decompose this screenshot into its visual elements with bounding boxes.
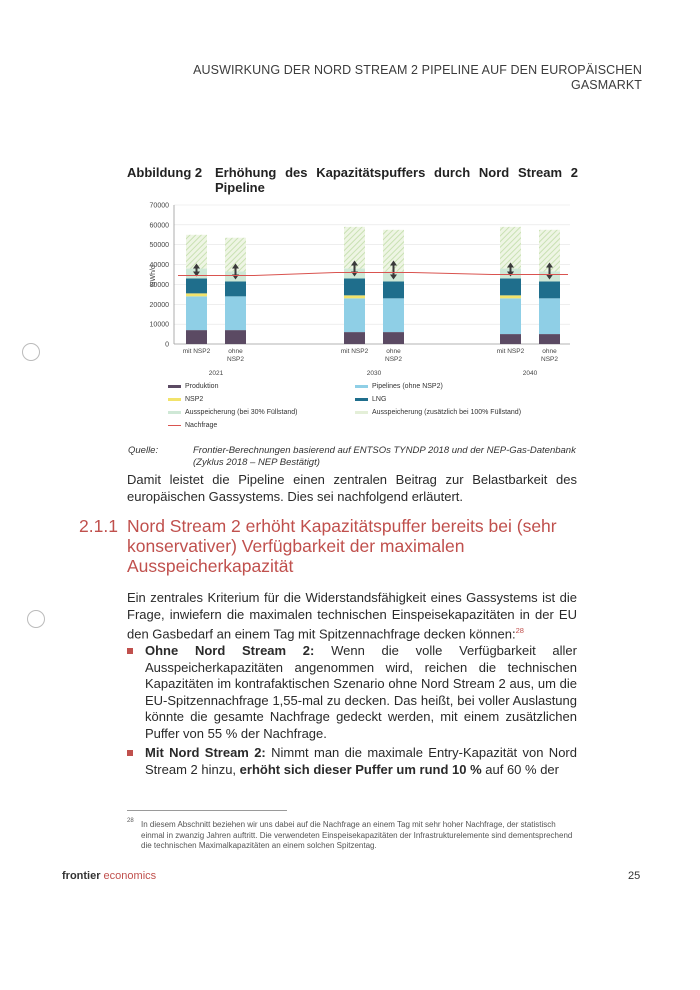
header-line: AUSWIRKUNG DER NORD STREAM 2 PIPELINE AUF DEN EUROPÄISCHEN [193,63,642,77]
page-number: 25 [628,870,641,882]
legend-label: Pipelines (ohne NSP2) [372,383,443,390]
legend-swatch-ausspeicherung-30 [168,411,181,414]
bullet-body: Nimmt man die maximale Entry-Kapazität von Nord Stream 2 hinzu, [145,745,577,777]
x-category-label: ohne [228,348,243,355]
section-title: Nord Stream 2 erhöht Kapazitätspuffer bereits bei (sehr konservativer) Verfügbarkeit der maximalen Ausspeicherkapazität [127,516,557,576]
y-tick-label: 50000 [149,242,169,250]
x-category-label: NSP2 [541,356,558,363]
bar-segment-produktion [344,332,365,344]
body-paragraph-text: Ein zentrales Kriterium für die Widerstandsfähigkeit eines Gassystems ist die Frage, inwiefern die maximalen technischen Einspeisekapazitäten in der EU den Gasbedarf an einem Tag mit Spitzennachfrage decken können: [127,590,577,642]
brand-suffix: economics [100,870,157,882]
bar-segment-pipelines [500,298,521,334]
bar-segment-lng [383,281,404,298]
y-tick-label: 20000 [149,301,169,309]
y-tick-label: 10000 [149,321,169,329]
y-tick-label: 70000 [149,202,169,210]
x-group-year-label: 2040 [522,370,538,377]
legend-swatch-pipelines [355,385,368,388]
footnote-rule [127,810,287,811]
x-category-label: mit NSP2 [496,348,525,355]
legend-label: NSP2 [185,396,204,403]
capacity-chart [0,0,700,440]
legend-item [168,409,297,416]
bar-segment-aussp100 [500,227,521,269]
demand-line-connector [254,273,336,276]
source-text: Frontier-Berechnungen basierend auf ENTSOs TYNDP 2018 und der NEP-Gas-Datenbank (Zyklus 2018 – NEP Bestätigt) [193,445,576,468]
bar-segment-produktion [225,330,246,344]
bar-segment-produktion [500,334,521,344]
bar-segment-pipelines [383,298,404,332]
bar-segment-lng [500,278,521,295]
x-axis-labels [183,348,559,377]
bullet-item [145,745,577,778]
legend-label: Ausspeicherung (zusätzlich bei 100% Füllstand) [372,409,522,416]
figure-title: Erhöhung des Kapazitätspuffers durch Nord Stream 2 [215,165,578,180]
legend-swatch-produktion [168,385,181,388]
bar-segment-aussp100 [186,235,207,269]
bar-segment-pipelines [225,296,246,330]
bar-segment-nsp2 [186,293,207,296]
bar-segment-lng [186,278,207,293]
demand-line-connector [412,273,492,275]
bullet-marker [127,648,133,654]
bar-segment-nsp2 [500,295,521,298]
legend-label: Nachfrage [185,422,218,429]
figure-number: Abbildung 2 [127,165,203,180]
footnote-text: In diesem Abschnitt beziehen wir uns dabei auf die Nachfrage an einem Tag mit sehr hoher Nachfrage, der statistisch einmal in zwanzig Jahren auftritt. Die verwendeten Einspeisekapazitäten der Infrastrukturelemente sind dementsprechend die technischen Maximalkapazitäten an einem solchen Spitzentag. [141,820,573,850]
bullet-lead: Ohne Nord Stream 2: [145,643,315,658]
header-line: GASMARKT [571,78,642,92]
legend-item [355,383,443,390]
legend-label: LNG [372,396,387,403]
y-tick-label: 0 [165,341,169,349]
x-category-label: NSP2 [227,356,244,363]
bar-segment-lng [344,278,365,295]
section-number: 2.1.1 [79,516,118,536]
bullet-marker [127,750,133,756]
bar-segment-lng [539,281,560,298]
bar-segment-nsp2 [344,295,365,298]
legend-item [355,396,386,403]
brand-name: frontier [62,870,101,882]
bar-segment-produktion [186,330,207,344]
footer-brand [62,870,156,882]
intro-paragraph: Damit leistet die Pipeline einen zentralen Beitrag zur Belastbarkeit des europäischen Gassystems. Dies sei nachfolgend erläutert. [127,472,577,504]
bar-segment-pipelines [186,296,207,330]
bar-segment-produktion [383,332,404,344]
y-tick-label: 40000 [149,262,169,270]
source-label: Quelle: [128,445,159,456]
bullet-body: auf 60 % der [481,761,559,777]
y-tick-label: 30000 [149,281,169,289]
y-axis-label: GWh/d [150,265,157,287]
x-group-year-label: 2030 [366,370,382,377]
legend-label: Produktion [185,383,219,390]
x-category-label: NSP2 [385,356,402,363]
legend-swatch-ausspeicherung-100 [355,411,368,414]
bullet-emphasis: erhöht sich dieser Puffer um rund 10 % [239,761,482,777]
bullet-lead: Mit Nord Stream 2: [145,745,266,760]
x-category-label: ohne [542,348,557,355]
bullet-body: Wenn die volle Verfügbarkeit aller Ausspeicherkapazitäten angenommen wird, reichen die technischen Kapazitäten im kontrafaktischen Szenario ohne Nord Stream 2 aus, um die EU-Spitzennachfrage 1,55-mal zu decken. Das heißt, bei voller Auslastung könnte die gesamte Nachfrage gedeckt werden, mit einem zusätzlichen Puffer von 55 % der Nachfrage. [145,643,577,741]
punch-hole-ring [27,610,45,628]
legend-item [168,422,217,429]
legend-item [168,396,203,403]
bar-segment-lng [225,281,246,296]
legend-swatch-lng [355,398,368,401]
legend-label: Ausspeicherung (bei 30% Füllstand) [185,409,298,416]
bar-segment-produktion [539,334,560,344]
footnote-reference[interactable]: 28 [515,626,524,635]
figure-title-continued: Pipeline [215,180,265,195]
x-group-year-label: 2021 [208,370,224,377]
footnote-number: 28 [127,818,134,824]
bar-segment-pipelines [344,298,365,332]
bar-segment-pipelines [539,298,560,334]
legend-swatch-nachfrage [168,425,181,426]
x-category-label: mit NSP2 [340,348,369,355]
y-tick-label: 60000 [149,222,169,230]
legend-swatch-nsp2 [168,398,181,401]
x-category-label: mit NSP2 [182,348,211,355]
legend-item [168,383,218,390]
x-category-label: ohne [386,348,401,355]
body-paragraph [127,590,577,643]
legend-item [355,409,521,416]
bullet-item [145,643,577,742]
